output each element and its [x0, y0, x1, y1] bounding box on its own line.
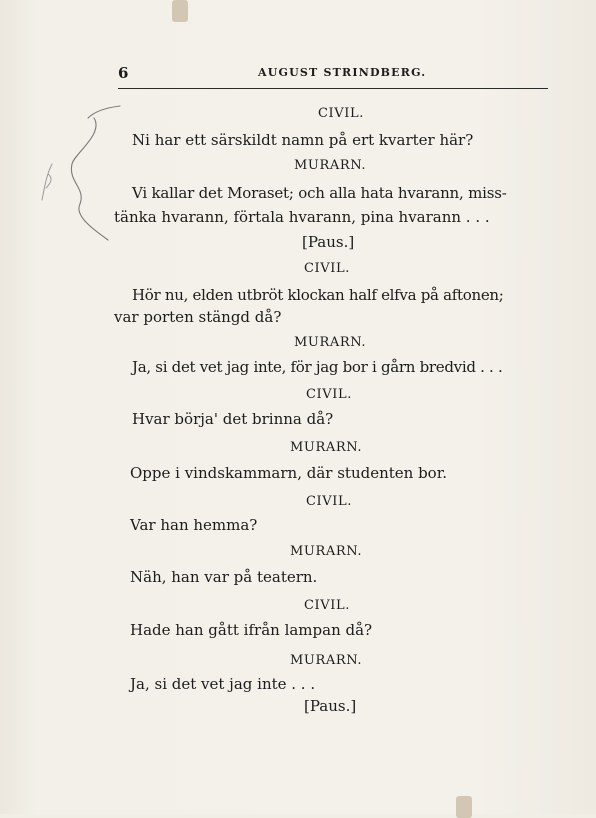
speaker-name: MURARN. — [294, 335, 367, 350]
dialogue-line: Vi kallar det Moraset; och alla hata hvarann, miss- — [132, 184, 507, 202]
dialogue-line: Ni har ett särskildt namn på ert kvarter här? — [132, 131, 474, 149]
speaker-name: CIVIL. — [306, 494, 352, 509]
dialogue-line: Ja, si det vet jag inte . . . — [130, 675, 316, 693]
dialogue-line: Oppe i vindskammarn, där studenten bor. — [130, 464, 447, 482]
dialogue-line: Hade han gått ifrån lampan då? — [130, 621, 373, 639]
dialogue-line: Var han hemma? — [130, 516, 258, 534]
pencil-annotation — [34, 104, 134, 254]
page-number: 6 — [118, 64, 129, 82]
stage-direction: [Paus.] — [302, 233, 355, 251]
page-tab-top — [172, 0, 188, 22]
dialogue-line: var porten stängd då? — [114, 308, 282, 326]
stage-direction: [Paus.] — [304, 697, 357, 715]
speaker-name: MURARN. — [294, 158, 367, 173]
dialogue-line: tänka hvarann, förtala hvarann, pina hvarann . . . — [114, 208, 490, 226]
speaker-name: MURARN. — [290, 440, 363, 455]
running-head: AUGUST STRINDBERG. — [258, 66, 427, 79]
speaker-name: MURARN. — [290, 653, 363, 668]
header-rule — [118, 88, 548, 89]
dialogue-line: Ja, si det vet jag inte, för jag bor i gårn bredvid . . . — [132, 358, 503, 376]
speaker-name: CIVIL. — [304, 261, 350, 276]
page-tab-bottom — [456, 796, 472, 818]
page-header — [118, 64, 546, 86]
speaker-name: MURARN. — [290, 544, 363, 559]
speaker-name: CIVIL. — [306, 387, 352, 402]
dialogue-line: Hvar börja' det brinna då? — [132, 410, 334, 428]
dialogue-line: Näh, han var på teatern. — [130, 568, 318, 586]
speaker-name: CIVIL. — [304, 598, 350, 613]
speaker-name: CIVIL. — [318, 106, 364, 121]
dialogue-line: Hör nu, elden utbröt klockan half elfva på aftonen; — [132, 286, 504, 304]
